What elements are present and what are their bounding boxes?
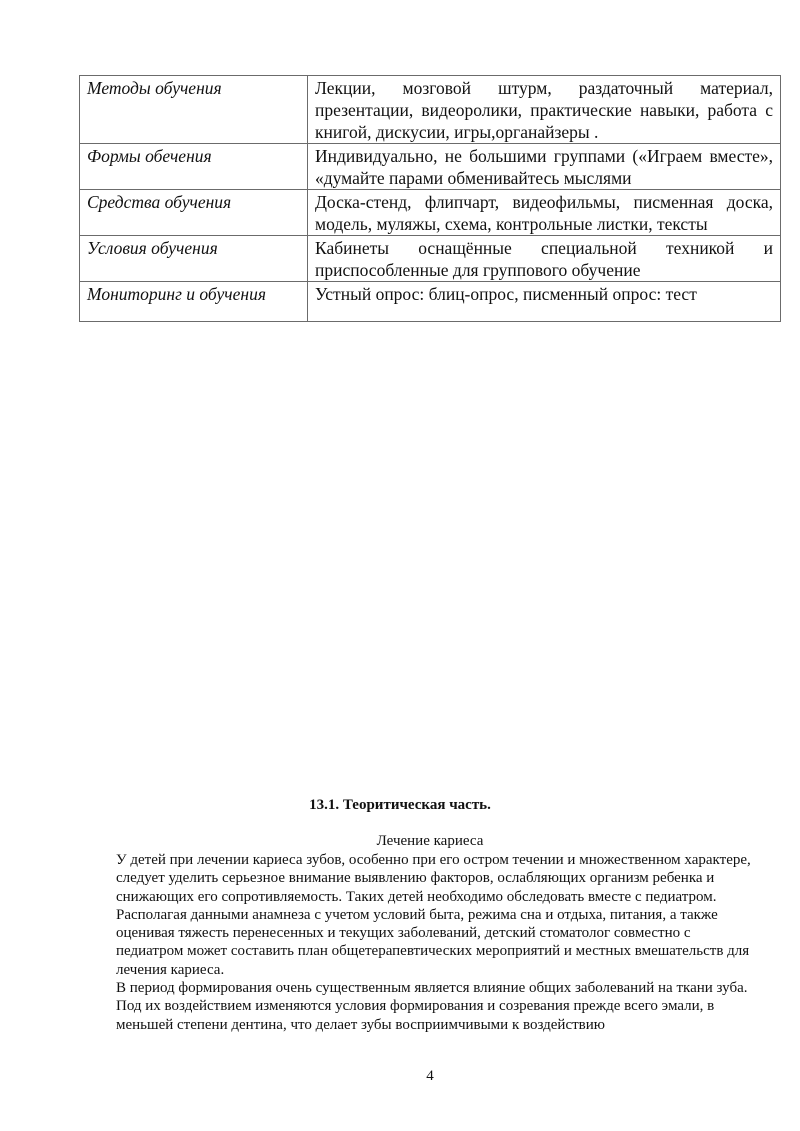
section-title: 13.1. Теоритическая часть. (309, 797, 491, 813)
table-row-value: Доска-стенд, флипчарт, видеофильмы, писменная доска, модель, муляжы, схема, контрольные листки, тексты (308, 190, 781, 236)
table-row (80, 282, 781, 322)
table-row-value: Лекции, мозговой штурм, раздаточный материал, презентации, видеоролики, практические навыки, работа с книгой, дискусии, игры,органайзеры . (308, 76, 781, 144)
teaching-methods-table (79, 75, 781, 322)
table-row-label: Средства обучения (80, 190, 308, 236)
table-row-value: Устный опрос: блиц-опрос, писменный опрос: тест (308, 282, 781, 322)
section-body (116, 851, 756, 1034)
table-row (80, 144, 781, 190)
table-row (80, 190, 781, 236)
table-row (80, 76, 781, 144)
table-row-label: Методы обучения (80, 76, 308, 144)
body-paragraph: В период формирования очень существенным является влияние общих заболеваний на ткани зуба. Под их воздействием изменяются условия формирования и созревания прежде всего эмали, в меньшей степени дентина, что делает зубы восприимчивыми к воздействию (116, 980, 748, 1033)
table-row (80, 236, 781, 282)
table-row-value: Кабинеты оснащённые специальной техникой и приспособленные для группового обучение (308, 236, 781, 282)
body-paragraph: У детей при лечении кариеса зубов, особенно при его остром течении и множественном характере, следует уделить серьезное внимание выявлению факторов, ослабляющих организм ребенка и снижающих его сопротивляемость. Таких детей необходимо обследовать вместе с педиатром. Располагая данными анамнеза с учетом условий быта, режима сна и отдыха, питания, а также оценивая тяжесть перенесенных и текущих заболеваний, детский стоматолог совместно с педиатром может составить план общетерапевтических мероприятий и местных вмешательств для лечения кариеса. (116, 852, 751, 978)
section-subtitle: Лечение кариеса (376, 833, 484, 849)
table-row-label: Мониторинг и обучения (80, 282, 308, 322)
table-row-label: Условия обучения (80, 236, 308, 282)
table-row-label: Формы обечения (80, 144, 308, 190)
page-number: 4 (426, 1068, 434, 1084)
table-row-value: Индивидуально, не большими группами («Играем вместе», «думайте парами обменивайтесь мыслями (308, 144, 781, 190)
